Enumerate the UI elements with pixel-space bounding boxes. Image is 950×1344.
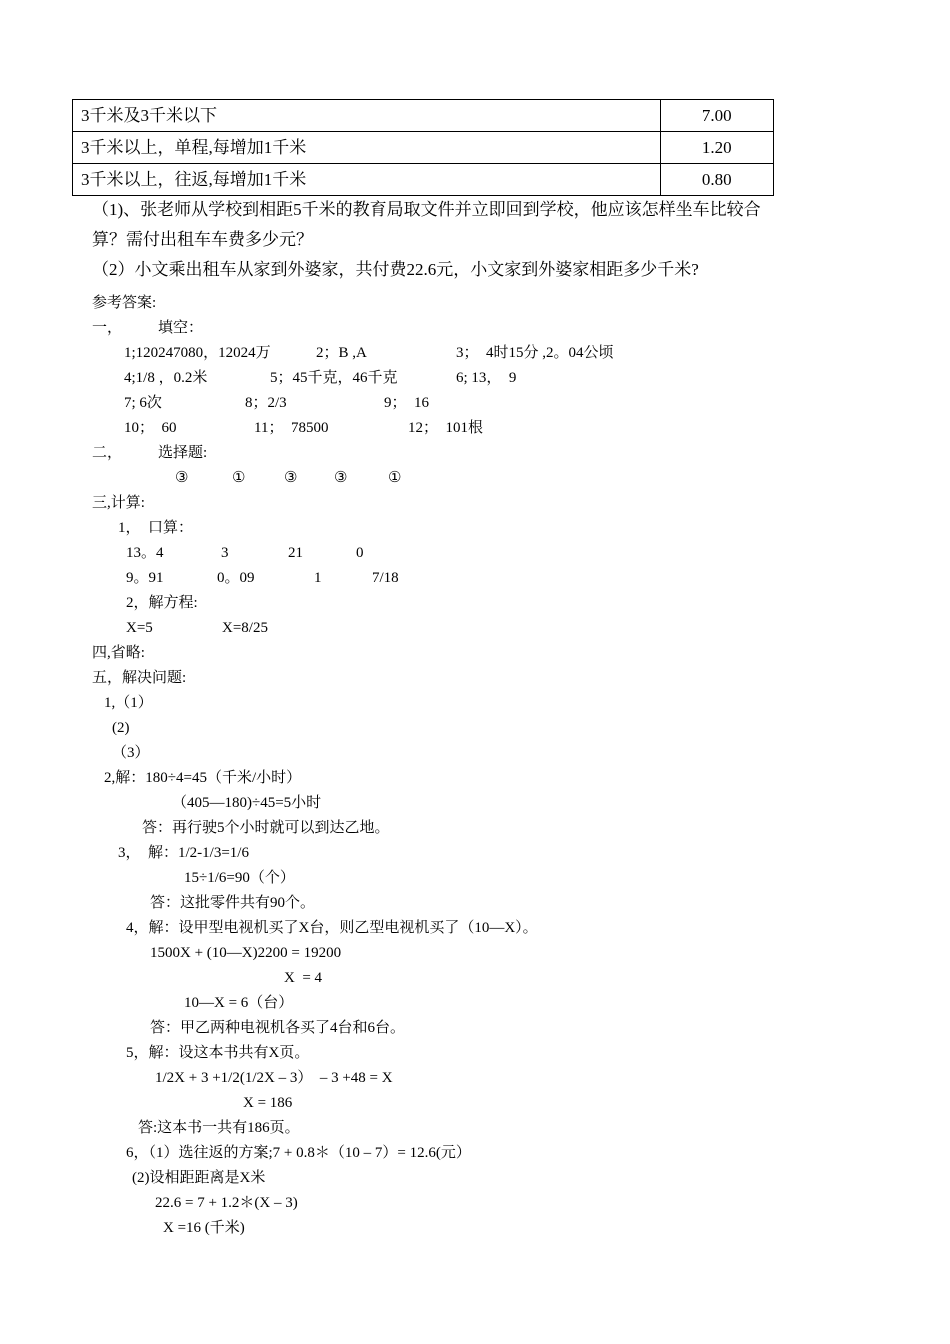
- calc-answer: 0: [356, 545, 364, 561]
- table-cell-value: 7.00: [660, 100, 773, 132]
- section-3-sub-2: 2，解方程:: [126, 595, 198, 611]
- section-1-title: 填空：: [158, 320, 204, 336]
- problem-5-line: 5，解：设这本书共有X页。: [126, 1045, 310, 1061]
- section-2-number: 二，: [92, 445, 123, 461]
- equation-answer: X=8/25: [222, 620, 268, 636]
- problem-4-line: 答：甲乙两种电视机各买了4台和6台。: [150, 1020, 406, 1036]
- section-3-sub-1: 1， 口算：: [118, 520, 194, 536]
- table-cell-value: 0.80: [660, 164, 773, 196]
- section-5-title: 五，解决问题:: [92, 670, 187, 686]
- calc-answer: 7/18: [372, 570, 399, 586]
- equation-answer: X=5: [126, 620, 153, 636]
- problem-3-line: 3， 解：1/2-1/3=1/6: [118, 845, 249, 861]
- problem-4-line: 1500X + (10—X)2200 = 19200: [150, 945, 342, 961]
- question-2: （2）小文乘出租车从家到外婆家，共付费22.6元，小文家到外婆家相距多少千米?: [92, 260, 699, 279]
- problem-1-part: 1,（1）: [104, 695, 153, 711]
- problem-4-line: 4，解：设甲型电视机买了X台，则乙型电视机买了（10—X）。: [126, 920, 538, 936]
- fill-answer: 6; 13， 9: [456, 370, 517, 386]
- table-cell-label: 3千米以上，往返,每增加1千米: [73, 164, 661, 196]
- problem-5-line: X = 186: [243, 1095, 293, 1111]
- table-row: [73, 132, 774, 164]
- calc-answer: 13。4: [126, 545, 164, 561]
- calc-answer: 3: [221, 545, 229, 561]
- problem-2-line: （405—180)÷45=5小时: [172, 795, 322, 811]
- fill-answer: 5；45千克，46千克: [270, 370, 398, 386]
- fill-answer: 8；2/3: [245, 395, 287, 411]
- fare-table: [72, 99, 774, 196]
- table-row: [73, 164, 774, 196]
- problem-1-part: （3）: [112, 745, 150, 761]
- problem-6-line: (2)设相距距离是X米: [132, 1170, 266, 1186]
- problem-5-line: 答:这本书一共有186页。: [138, 1120, 300, 1136]
- choice-answer: ①: [388, 470, 402, 486]
- choice-answer: ③: [175, 470, 189, 486]
- fill-answer: 4;1/8 ，0.2米: [124, 370, 208, 386]
- problem-3-line: 15÷1/6=90（个）: [184, 870, 295, 886]
- problem-3-line: 答：这批零件共有90个。: [150, 895, 316, 911]
- problem-6-line: 6，（1）选往返的方案;7 + 0.8＊（10 – 7）= 12.6(元）: [126, 1145, 471, 1161]
- fill-answer: 3； 4时15分 ,2。04公顷: [456, 345, 614, 361]
- problem-2-line: 答：再行驶5个小时就可以到达乙地。: [142, 820, 390, 836]
- fill-answer: 11； 78500: [254, 420, 329, 436]
- question-1-line-1: （1)、张老师从学校到相距5千米的教育局取文件并立即回到学校，他应该怎样坐车比较合: [92, 200, 761, 219]
- table-cell-label: 3千米及3千米以下: [73, 100, 661, 132]
- problem-6-line: 22.6 = 7 + 1.2＊(X – 3): [155, 1195, 298, 1211]
- answers-heading: 参考答案:: [92, 295, 157, 311]
- table-cell-value: 1.20: [660, 132, 773, 164]
- fill-answer: 2；B ,A: [316, 345, 367, 361]
- choice-answer: ①: [232, 470, 246, 486]
- fill-answer: 9； 16: [384, 395, 430, 411]
- problem-4-line: 10—X = 6（台）: [184, 995, 294, 1011]
- choice-answer: ③: [284, 470, 298, 486]
- problem-6-line: X =16 (千米): [163, 1220, 245, 1236]
- choice-answer: ③: [334, 470, 348, 486]
- section-3-title: 三,计算:: [92, 495, 145, 511]
- problem-1-part: (2): [112, 720, 130, 736]
- table-cell-label: 3千米以上，单程,每增加1千米: [73, 132, 661, 164]
- calc-answer: 1: [314, 570, 322, 586]
- calc-answer: 0。09: [217, 570, 255, 586]
- fill-answer: 10； 60: [124, 420, 177, 436]
- problem-5-line: 1/2X + 3 +1/2(1/2X – 3） – 3 +48 = X: [155, 1070, 393, 1086]
- section-2-title: 选择题:: [158, 445, 208, 461]
- fill-answer: 1;120247080，12024万: [124, 345, 271, 361]
- fill-answer: 12； 101根: [408, 420, 484, 436]
- question-1-line-2: 算？需付出租车车费多少元？: [92, 230, 313, 249]
- calc-answer: 21: [288, 545, 303, 561]
- calc-answer: 9。91: [126, 570, 164, 586]
- problem-4-line: X = 4: [284, 970, 323, 986]
- problem-2-line: 2,解：180÷4=45（千米/小时）: [104, 770, 302, 786]
- fill-answer: 7; 6次: [124, 395, 162, 411]
- section-4-title: 四,省略:: [92, 645, 145, 661]
- section-1-number: 一，: [92, 320, 123, 336]
- table-row: [73, 100, 774, 132]
